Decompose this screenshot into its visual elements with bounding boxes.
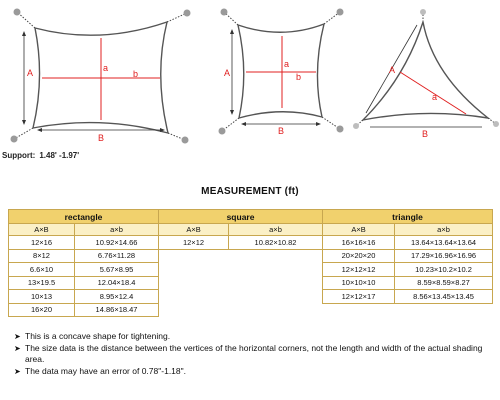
table-row (9, 303, 493, 317)
table-row (9, 249, 493, 263)
support-post-icon (493, 121, 499, 127)
table-cell: 12×12×12 (323, 263, 395, 277)
empty-cell (159, 290, 323, 304)
table-row (9, 263, 493, 277)
square-label-a: a (284, 59, 290, 69)
table-cell: 10×10×10 (323, 276, 395, 290)
table-group-header (9, 210, 493, 224)
table-cell: 13×19.5 (9, 276, 75, 290)
table-cell: 10.82×10.82 (229, 236, 323, 250)
support-post-icon (337, 126, 344, 133)
table-cell: 8.59×8.59×8.27 (395, 276, 493, 290)
subheader-cell: a×b (229, 224, 323, 236)
subheader-cell: a×b (395, 224, 493, 236)
support-post-icon (219, 128, 226, 135)
note-text: The data may have an error of 0.78"-1.18". (25, 365, 187, 376)
shade-sail-diagrams (0, 0, 500, 170)
square-label-B: B (278, 126, 285, 136)
support-post-icon (11, 136, 18, 143)
note-item (14, 366, 484, 378)
triangle-label-B: B (422, 129, 429, 139)
table-subheader (9, 224, 493, 236)
rect-label-b: b (133, 69, 139, 79)
table-cell: 16×20 (9, 303, 75, 317)
rect-label-B: B (98, 133, 105, 143)
table-cell: 6.6×10 (9, 263, 75, 277)
subheader-cell: A×B (323, 224, 395, 236)
empty-cell (159, 303, 493, 317)
support-post-icon (182, 137, 189, 144)
subheader-cell: A×B (9, 224, 75, 236)
table-cell: 10.92×14.66 (75, 236, 159, 250)
group-triangle: triangle (323, 210, 493, 224)
table-cell: 8.56×13.45×13.45 (395, 290, 493, 304)
table-cell: 8.95×12.4 (75, 290, 159, 304)
rectangle-diagram (11, 9, 191, 144)
support-length (2, 151, 79, 160)
triangle-label-a: a (432, 92, 438, 102)
arrow-bullet-icon: ➤ (14, 343, 21, 353)
empty-cell (159, 276, 323, 290)
table-cell: 17.29×16.96×16.96 (395, 249, 493, 263)
square-diagram (219, 9, 344, 137)
table-cell: 20×20×20 (323, 249, 395, 263)
empty-cell (159, 263, 323, 277)
table-row (9, 236, 493, 250)
measurement-table (8, 209, 493, 317)
notes-list (14, 331, 484, 377)
note-text: This is a concave shape for tightening. (25, 331, 171, 341)
table-row (9, 276, 493, 290)
note-text: The size data is the distance between the vertices of the horizontal corners, not the length and width of the actual shading area. (25, 342, 483, 364)
triangle-diagram (353, 9, 499, 139)
table-cell: 8×12 (9, 249, 75, 263)
measurement-title: MEASUREMENT (ft) (201, 186, 299, 197)
rect-label-A: A (27, 68, 34, 78)
support-post-icon (353, 123, 359, 129)
table-cell: 6.76×11.28 (75, 249, 159, 263)
empty-cell (159, 249, 323, 263)
support-post-icon (337, 9, 344, 16)
table-cell: 10×13 (9, 290, 75, 304)
table-cell: 12×12 (159, 236, 229, 250)
support-post-icon (221, 9, 228, 16)
table-cell: 5.67×8.95 (75, 263, 159, 277)
table-cell: 12.04×18.4 (75, 276, 159, 290)
note-item (14, 343, 484, 366)
table-cell: 13.64×13.64×13.64 (395, 236, 493, 250)
support-post-icon (184, 10, 191, 17)
rect-label-a: a (103, 63, 109, 73)
support-label: Support: (2, 151, 36, 160)
square-label-b: b (296, 72, 302, 82)
triangle-label-A: A (389, 65, 396, 75)
table-cell: 12×16 (9, 236, 75, 250)
table-row (9, 290, 493, 304)
table-cell: 10.23×10.2×10.2 (395, 263, 493, 277)
table-cell: 12×12×17 (323, 290, 395, 304)
arrow-bullet-icon: ➤ (14, 366, 21, 376)
square-label-A: A (224, 68, 231, 78)
table-cell: 14.86×18.47 (75, 303, 159, 317)
group-square: square (159, 210, 323, 224)
group-rectangle: rectangle (9, 210, 159, 224)
arrow-bullet-icon: ➤ (14, 332, 21, 341)
subheader-cell: A×B (159, 224, 229, 236)
note-item (14, 331, 484, 343)
table-cell: 16×16×16 (323, 236, 395, 250)
subheader-cell: a×b (75, 224, 159, 236)
support-post-icon (14, 9, 21, 16)
support-post-icon (420, 9, 426, 15)
support-value: 1.48' -1.97' (39, 151, 80, 160)
